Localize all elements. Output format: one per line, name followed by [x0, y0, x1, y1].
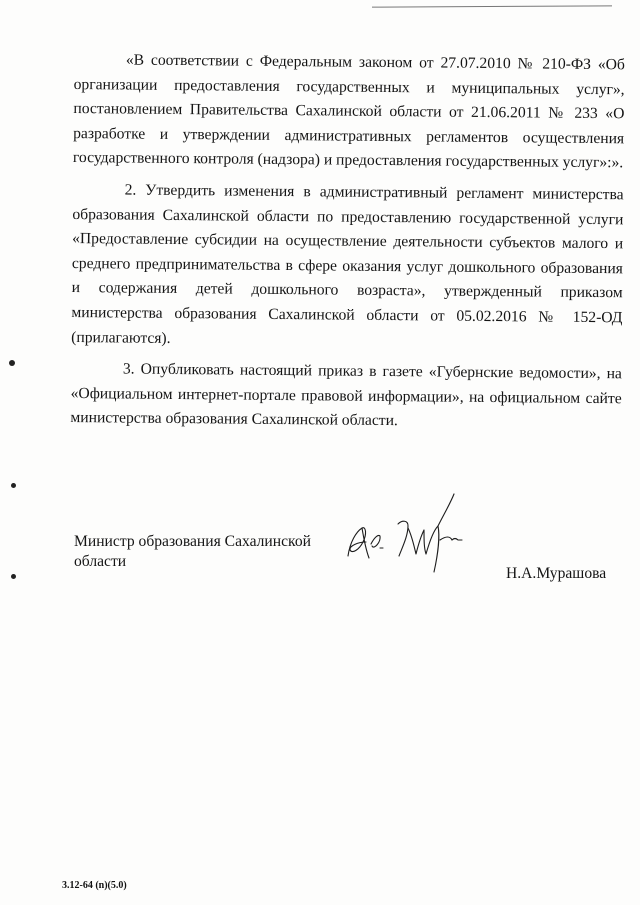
paragraph-legal-basis: «В соответствии с Федеральным законом от 27.07.2010 № 210-ФЗ «Об организации предоставления государственных и муниципальных услуг», постановлением Правительства Сахалинской области от 21.06.2011 № 233 «О разработке и утверждении административных регламентов осуществления государственного контроля (надзора) и предоставления государственных услуг»:».	[72, 51, 625, 172]
signatory-name: Н.А.Мурашова	[506, 565, 607, 582]
document-body	[70, 48, 625, 436]
form-code: 3.12-64 (n)(5.0)	[62, 880, 127, 891]
signatory-title: Министр образования Сахалинской области	[74, 533, 311, 570]
paragraph-item-2: 2. Утвердить изменения в административный регламент министерства образования Сахалинской области по предоставлению государственной услуги «Предоставление субсидии на осуществление деятельности субъектов малого и среднего предпринимательства в сфере оказания услуг дошкольного образования и содержания детей дошкольного возраста», утвержденный приказом министерства образования Сахалинской области от 05.02.2016 № 152-ОД (прилагаются).	[71, 181, 624, 347]
scan-edge-line	[372, 5, 612, 7]
scan-hole-mark	[11, 574, 16, 579]
paragraph-item-3: 3. Опубликовать настоящий приказ в газете «Губернские ведомости», на «Официальном интернет-портале правовой информации», на официальном сайте министерства образования Сахалинской области.	[70, 360, 622, 430]
scan-hole-mark	[9, 360, 15, 366]
scan-hole-mark	[11, 483, 16, 488]
handwritten-signature	[336, 484, 486, 584]
